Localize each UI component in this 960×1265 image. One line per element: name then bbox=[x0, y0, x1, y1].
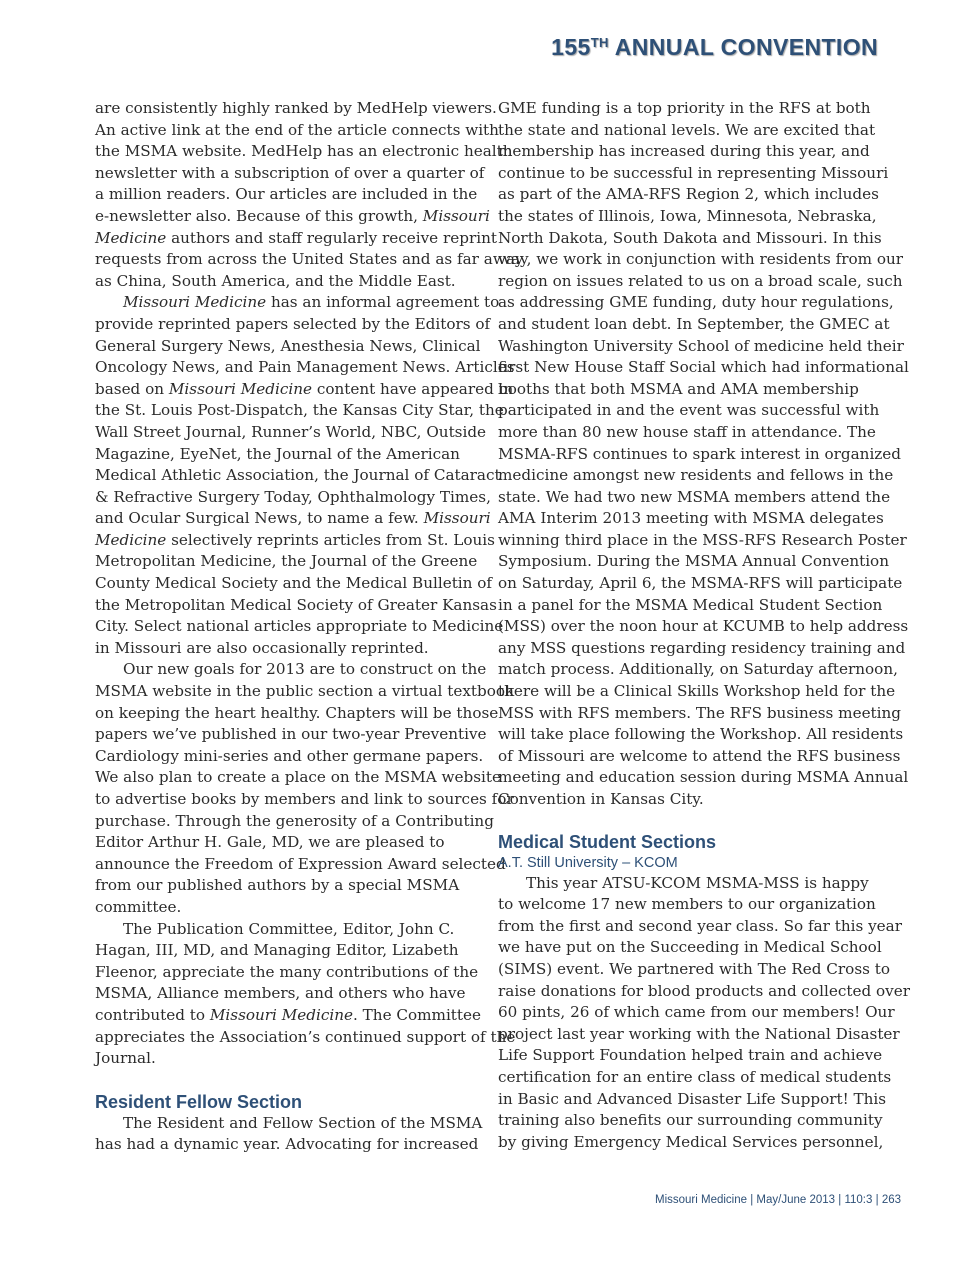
text-line: in Missouri are also occasionally reprinted. bbox=[95, 638, 429, 657]
text-line: Medical Athletic Association, the Journal of Cataract bbox=[95, 466, 501, 485]
text-span: and Ocular Surgical News, to name a few. bbox=[95, 509, 419, 528]
text-line: Oncology News, and Pain Management News. Articles bbox=[95, 358, 515, 377]
text-line: certification for an entire class of medical students bbox=[498, 1067, 892, 1086]
text-line: North Dakota, South Dakota and Missouri. In this bbox=[498, 228, 882, 247]
footer-issue: May/June 2013 bbox=[756, 1194, 836, 1206]
journal-name-italic: Missouri bbox=[422, 206, 490, 225]
text-line: Editor Arthur H. Gale, MD, we are pleased to bbox=[95, 833, 445, 852]
text-line: the St. Louis Post-Dispatch, the Kansas City Star, the bbox=[95, 401, 504, 420]
text-line: papers we’ve published in our two-year Preventive bbox=[95, 725, 487, 744]
text-line: winning third place in the MSS-RFS Research Poster bbox=[498, 530, 907, 549]
journal-name-italic: Missouri Medicine bbox=[123, 293, 267, 312]
text-line: committee. bbox=[95, 897, 182, 916]
journal-name-italic: Missouri Medicine bbox=[209, 1005, 353, 1024]
page-number: 263 bbox=[881, 1194, 901, 1206]
running-header bbox=[551, 34, 878, 61]
text-line: (SIMS) event. We partnered with The Red Cross to bbox=[498, 959, 890, 978]
text-line: on keeping the heart healthy. Chapters will be those bbox=[95, 703, 499, 722]
text-line: requests from across the United States and as far away bbox=[95, 250, 524, 269]
left-paragraph-2 bbox=[95, 292, 515, 659]
text-line: raise donations for blood products and collected over bbox=[498, 981, 910, 1000]
text-line: Symposium. During the MSMA Annual Convention bbox=[498, 552, 889, 571]
text-line bbox=[95, 530, 495, 552]
left-paragraph-5 bbox=[95, 1113, 483, 1156]
text-line: 60 pints, 26 of which came from our members! Our bbox=[498, 1003, 895, 1022]
text-line: from our published authors by a special MSMA bbox=[95, 876, 460, 895]
text-span: selectively reprints articles from St. Louis bbox=[171, 530, 495, 549]
footer-journal: Missouri Medicine bbox=[654, 1194, 748, 1206]
resident-fellow-heading: Resident Fellow Section bbox=[95, 1091, 303, 1112]
text-line: project last year working with the National Disaster bbox=[498, 1024, 900, 1043]
text-line: booths that both MSMA and AMA membership bbox=[498, 379, 859, 398]
text-line: has had a dynamic year. Advocating for increased bbox=[95, 1135, 479, 1154]
header-title: ANNUAL CONVENTION bbox=[614, 34, 878, 60]
journal-name-italic: Missouri bbox=[423, 509, 491, 528]
text-line: Convention in Kansas City. bbox=[498, 790, 704, 808]
text-line: participated in and the event was successful with bbox=[498, 401, 880, 420]
text-line: as part of the AMA-RFS Region 2, which includes bbox=[498, 185, 879, 204]
text-span: . The Committee bbox=[353, 1005, 481, 1024]
text-line: on Saturday, April 6, the MSMA-RFS will participate bbox=[498, 574, 903, 593]
text-line: state. We had two new MSMA members attend the bbox=[498, 487, 891, 506]
text-line: The Publication Committee, Editor, John C. bbox=[123, 919, 455, 938]
text-line: AMA Interim 2013 meeting with MSMA delegates bbox=[498, 509, 884, 528]
text-line: as addressing GME funding, duty hour regulations, bbox=[498, 293, 894, 312]
right-column bbox=[498, 98, 910, 1153]
text-line: An active link at the end of the article connects with bbox=[95, 120, 499, 139]
text-line bbox=[95, 1005, 483, 1027]
text-line: match process. Additionally, on Saturday afternoon, bbox=[498, 660, 898, 679]
right-paragraph-1 bbox=[498, 98, 909, 811]
text-line: Journal. bbox=[95, 1049, 156, 1068]
text-line: the Metropolitan Medical Society of Greater Kansas bbox=[95, 595, 497, 614]
text-line: any MSS questions regarding residency training and bbox=[498, 638, 906, 657]
text-line: MSMA-RFS continues to spark interest in organized bbox=[498, 444, 902, 463]
text-line: (MSS) over the noon hour at KCUMB to help address bbox=[498, 617, 909, 636]
text-line: Wall Street Journal, Runner’s World, NBC, Outside bbox=[95, 422, 487, 441]
text-line: first New House Staff Social which had informational bbox=[498, 358, 909, 377]
text-line: We also plan to create a place on the MSMA website bbox=[95, 768, 501, 787]
text-span: content have appeared in bbox=[316, 379, 514, 398]
text-line: the state and national levels. We are excited that bbox=[498, 120, 876, 139]
spacer bbox=[95, 1070, 483, 1091]
text-line: Our new goals for 2013 are to construct on the bbox=[123, 660, 487, 679]
text-line: General Surgery News, Anesthesia News, Clinical bbox=[95, 336, 481, 355]
text-line: training also benefits our surrounding community bbox=[498, 1111, 883, 1130]
text-line: region on issues related to us on a broad scale, such bbox=[498, 271, 903, 290]
medical-student-sections-heading: Medical Student Sections bbox=[498, 831, 717, 852]
text-line: Metropolitan Medicine, the Journal of the Greene bbox=[95, 552, 478, 571]
text-span: authors and staff regularly receive reprint bbox=[171, 228, 497, 247]
text-span: e-newsletter also. Because of this growth, bbox=[95, 206, 418, 225]
right-paragraph-2 bbox=[498, 873, 910, 1154]
text-line: provide reprinted papers selected by the Editors of bbox=[95, 314, 491, 333]
left-paragraph-4 bbox=[95, 919, 516, 1070]
text-line: announce the Freedom of Expression Award selected bbox=[95, 854, 506, 873]
text-line: Fleenor, appreciate the many contributions of the bbox=[95, 962, 479, 981]
footer-separator: | bbox=[838, 1194, 842, 1206]
footer-volume: 110:3 bbox=[844, 1194, 873, 1206]
text-span: has an informal agreement to bbox=[270, 293, 500, 312]
text-line: of Missouri are welcome to attend the RFS business bbox=[498, 746, 901, 765]
text-line bbox=[95, 508, 491, 530]
header-superscript: TH bbox=[590, 35, 609, 50]
text-line: to welcome 17 new members to our organization bbox=[498, 895, 876, 914]
text-line: continue to be successful in representing Missouri bbox=[498, 163, 889, 182]
text-line: newsletter with a subscription of over a quarter of bbox=[95, 163, 485, 182]
text-line: MSMA, Alliance members, and others who have bbox=[95, 984, 466, 1003]
text-line: there will be a Clinical Skills Workshop held for the bbox=[498, 682, 896, 701]
text-line: Life Support Foundation helped train and achieve bbox=[498, 1046, 883, 1065]
text-line: appreciates the Association’s continued support of the bbox=[95, 1027, 516, 1046]
text-line: we have put on the Succeeding in Medical School bbox=[498, 938, 882, 957]
left-paragraph-1 bbox=[95, 98, 524, 292]
journal-name-italic: Missouri Medicine bbox=[168, 379, 312, 398]
text-line: purchase. Through the generosity of a Contributing bbox=[95, 811, 494, 830]
text-line: from the first and second year class. So far this year bbox=[498, 916, 902, 935]
text-line: a million readers. Our articles are included in the bbox=[95, 185, 478, 204]
text-line: GME funding is a top priority in the RFS at both bbox=[498, 99, 871, 117]
text-line: Hagan, III, MD, and Managing Editor, Lizabeth bbox=[95, 941, 459, 960]
left-column bbox=[95, 98, 524, 1156]
text-line: to advertise books by members and link to sources for bbox=[95, 790, 514, 808]
atsu-kcom-subheading: A.T. Still University – KCOM bbox=[498, 854, 678, 871]
text-line: meeting and education session during MSMA Annual bbox=[498, 768, 909, 787]
journal-name-italic: Medicine bbox=[95, 530, 167, 549]
text-line bbox=[95, 292, 500, 314]
text-line: as China, South America, and the Middle East. bbox=[95, 271, 456, 290]
footer-separator: | bbox=[750, 1194, 754, 1206]
text-line: the MSMA website. MedHelp has an electronic health bbox=[95, 142, 513, 161]
text-line: Magazine, EyeNet, the Journal of the American bbox=[95, 444, 460, 463]
journal-name-italic: Medicine bbox=[95, 228, 167, 247]
text-span: based on bbox=[95, 379, 165, 398]
left-paragraph-3 bbox=[95, 659, 515, 918]
text-line: are consistently highly ranked by MedHelp viewers. bbox=[95, 99, 497, 117]
text-line: in Basic and Advanced Disaster Life Support! This bbox=[498, 1089, 887, 1108]
page-footer bbox=[655, 1194, 901, 1206]
spacer bbox=[498, 811, 880, 831]
text-line: membership has increased during this year, and bbox=[498, 142, 870, 161]
text-line bbox=[95, 206, 490, 228]
text-span: contributed to bbox=[95, 1005, 206, 1024]
text-line: Cardiology mini-series and other germane papers. bbox=[95, 746, 484, 765]
text-line bbox=[95, 228, 497, 250]
text-line: MSS with RFS members. The RFS business meeting bbox=[498, 703, 902, 722]
text-line: will take place following the Workshop. All residents bbox=[498, 725, 904, 744]
footer-separator: | bbox=[875, 1194, 879, 1206]
text-line: County Medical Society and the Medical Bulletin of bbox=[95, 574, 493, 593]
text-line: more than 80 new house staff in attendance. The bbox=[498, 422, 876, 441]
text-line: by giving Emergency Medical Services personnel, bbox=[498, 1132, 884, 1151]
text-line: in a panel for the MSMA Medical Student Section bbox=[498, 595, 883, 614]
text-line: City. Select national articles appropriate to Medicine bbox=[95, 617, 504, 636]
text-line: This year ATSU-KCOM MSMA-MSS is happy bbox=[526, 873, 869, 892]
text-line: medicine amongst new residents and fellows in the bbox=[498, 466, 894, 485]
text-line: the states of Illinois, Iowa, Minnesota, Nebraska, bbox=[498, 206, 877, 225]
text-line: The Resident and Fellow Section of the MSMA bbox=[123, 1113, 483, 1132]
text-line: way, we work in conjunction with residents from our bbox=[498, 250, 904, 269]
header-number: 155 bbox=[551, 34, 591, 60]
text-line bbox=[95, 379, 514, 401]
text-line: Washington University School of medicine held their bbox=[498, 336, 904, 355]
text-line: and student loan debt. In September, the GMEC at bbox=[498, 314, 890, 333]
text-line: & Refractive Surgery Today, Ophthalmology Times, bbox=[95, 487, 491, 506]
text-line: MSMA website in the public section a virtual textbook bbox=[95, 682, 515, 701]
